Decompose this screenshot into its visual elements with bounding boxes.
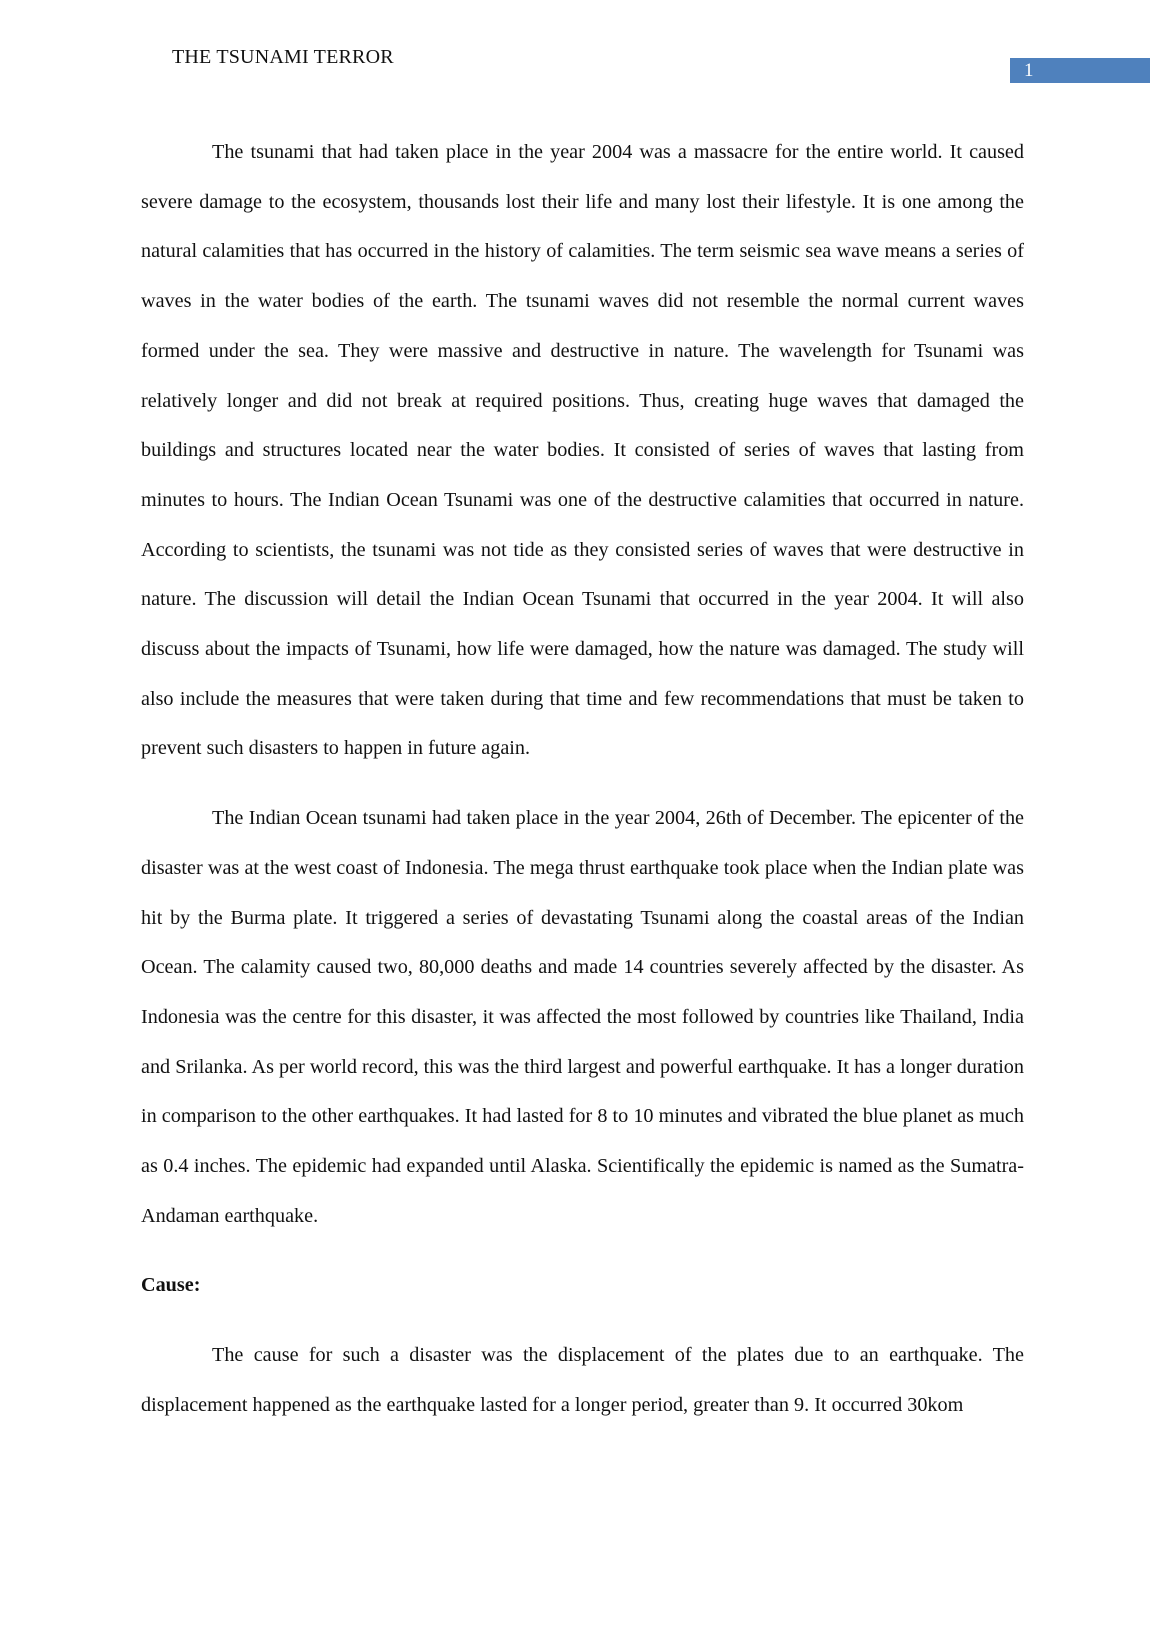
paragraph-introduction: The tsunami that had taken place in the year 2004 was a massacre for the entire world. It caused severe damage to the ecosystem, thousands lost their life and many lost their lifestyle. It is one among the natural calamities that has occurred in the history of calamities. The term seismic sea wave means a series of waves in the water bodies of the earth. The tsunami waves did not resemble the normal current waves formed under the sea. They were massive and destructive in nature. The wavelength for Tsunami was relatively longer and did not break at required positions. Thus, creating huge waves that damaged the buildings and structures located near the water bodies. It consisted of series of waves that lasting from minutes to hours. The Indian Ocean Tsunami was one of the destructive calamities that occurred in nature. According to scientists, the tsunami was not tide as they consisted series of waves that were destructive in nature. The discussion will detail the Indian Ocean Tsunami that occurred in the year 2004. It will also discuss about the impacts of Tsunami, how life were damaged, how the nature was damaged. The study will also include the measures that were taken during that time and few recommendations that must be taken to prevent such disasters to happen in future again. <box>141 141 1024 760</box>
paragraph-cause: The cause for such a disaster was the displacement of the plates due to an earthquake. The displacement happened as the earthquake lasted for a longer period, greater than 9. It occurred 30kom <box>141 1344 1024 1416</box>
paragraph-event-details: The Indian Ocean tsunami had taken place in the year 2004, 26th of December. The epicenter of the disaster was at the west coast of Indonesia. The mega thrust earthquake took place when the Indian plate was hit by the Burma plate. It triggered a series of devastating Tsunami along the coastal areas of the Indian Ocean. The calamity caused two, 80,000 deaths and made 14 countries severely affected by the disaster. As Indonesia was the centre for this disaster, it was affected the most followed by countries like Thailand, India and Srilanka. As per world record, this was the third largest and powerful earthquake. It has a longer duration in comparison to the other earthquakes. It had lasted for 8 to 10 minutes and vibrated the blue planet as much as 0.4 inches. The epidemic had expanded until Alaska. Scientifically the epidemic is named as the Sumatra-Andaman earthquake. <box>141 807 1024 1227</box>
body-text <box>141 128 1024 1431</box>
section-heading-cause: Cause: <box>141 1274 201 1297</box>
page-number: 1 <box>1010 58 1150 83</box>
running-head: THE TSUNAMI TERROR <box>172 46 394 68</box>
